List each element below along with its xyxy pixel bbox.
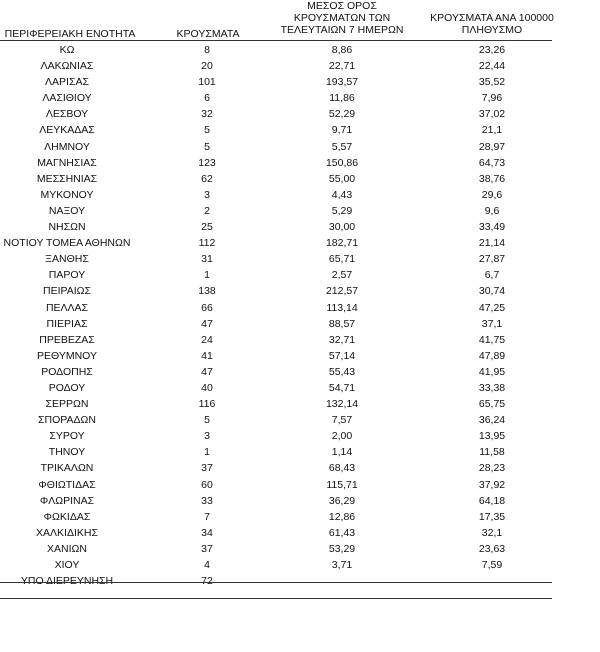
table-row xyxy=(0,525,600,541)
cell-avg-7-days: 212,57 xyxy=(325,285,359,298)
cell-cases: 60 xyxy=(201,478,213,491)
cell-region: ΝΟΤΙΟΥ ΤΟΜΕΑ ΑΘΗΝΩΝ xyxy=(3,237,131,250)
cell-region: ΞΑΝΘΗΣ xyxy=(45,253,89,266)
cell-avg-7-days: 3,71 xyxy=(331,559,353,571)
cell-region: ΡΟΔΟΠΗΣ xyxy=(41,365,93,378)
cell-region: ΦΩΚΙΔΑΣ xyxy=(43,510,91,523)
cell-region: ΧΑΝΙΩΝ xyxy=(47,542,87,555)
cell-per-100k: 21,1 xyxy=(481,124,503,137)
cell-avg-7-days: 5,29 xyxy=(331,204,353,217)
cell-region: ΦΛΩΡΙΝΑΣ xyxy=(39,494,95,507)
table-row xyxy=(0,90,600,106)
cell-cases: 123 xyxy=(198,156,216,169)
cell-avg-7-days: 4,43 xyxy=(331,188,353,201)
cell-per-100k: 17,35 xyxy=(478,510,506,523)
cell-cases: 47 xyxy=(201,365,213,378)
table-row xyxy=(0,412,600,428)
table-row xyxy=(0,42,600,58)
cell-region: ΜΕΣΣΗΝΙΑΣ xyxy=(36,172,98,185)
table-row xyxy=(0,219,600,235)
cell-avg-7-days: 12,86 xyxy=(328,510,356,523)
cell-avg-7-days: 61,43 xyxy=(328,526,356,539)
cell-region: ΛΑΚΩΝΙΑΣ xyxy=(40,60,94,73)
cell-per-100k: 13,95 xyxy=(478,430,506,443)
cell-cases: 5 xyxy=(204,124,210,137)
cell-cases: 24 xyxy=(201,333,213,346)
table-row xyxy=(0,187,600,203)
cell-region: ΛΕΣΒΟΥ xyxy=(45,108,89,121)
cell-cases: 47 xyxy=(201,317,213,330)
cell-avg-7-days: 9,71 xyxy=(331,124,353,137)
cell-per-100k: 28,97 xyxy=(478,140,506,153)
cell-per-100k: 36,24 xyxy=(478,414,506,427)
cell-avg-7-days: 53,29 xyxy=(328,542,356,555)
header-cases-per-100k: ΚΡΟΥΣΜΑΤΑ ΑΝΑ 100000 ΠΛΗΘΥΣΜΟ xyxy=(430,12,554,36)
cell-avg-7-days: 113,14 xyxy=(326,301,358,314)
table-row xyxy=(0,171,600,187)
cell-per-100k: 32,1 xyxy=(481,526,503,539)
cell-region: ΦΘΙΩΤΙΔΑΣ xyxy=(38,478,96,491)
cell-region: ΠΑΡΟΥ xyxy=(48,269,86,282)
cell-region: ΠΕΛΛΑΣ xyxy=(45,301,89,314)
header-rule xyxy=(0,40,552,41)
table-row xyxy=(0,58,600,74)
cell-per-100k: 29,6 xyxy=(481,188,503,201)
table-row xyxy=(0,316,600,332)
cell-region: ΛΗΜΝΟΥ xyxy=(44,140,90,153)
cell-avg-7-days: 5,57 xyxy=(331,140,353,153)
cell-avg-7-days: 193,57 xyxy=(325,76,359,89)
table-row xyxy=(0,493,600,509)
cell-region: ΣΕΡΡΩΝ xyxy=(45,398,89,411)
cell-per-100k: 35,52 xyxy=(478,76,506,89)
cell-region: ΛΑΣΙΘΙΟΥ xyxy=(42,92,92,105)
table-row xyxy=(0,364,600,380)
cell-region: ΡΕΘΥΜΝΟΥ xyxy=(36,349,97,362)
table-row xyxy=(0,106,600,122)
cell-region: ΚΩ xyxy=(59,44,75,56)
cell-region: ΝΑΞΟΥ xyxy=(48,204,86,217)
cell-avg-7-days: 55,00 xyxy=(328,172,356,185)
cell-cases: 34 xyxy=(201,526,213,539)
cell-cases: 20 xyxy=(201,60,213,73)
cell-cases: 112 xyxy=(198,237,216,250)
table-row xyxy=(0,380,600,396)
cell-cases: 3 xyxy=(204,430,210,443)
cell-per-100k: 21,14 xyxy=(478,237,506,250)
cell-avg-7-days: 32,71 xyxy=(328,333,356,346)
cell-per-100k: 6,7 xyxy=(484,269,500,282)
table-row xyxy=(0,396,600,412)
header-avg-7-days: ΜΕΣΟΣ ΟΡΟΣ ΚΡΟΥΣΜΑΤΩΝ ΤΩΝ ΤΕΛΕΥΤΑΙΩΝ 7 ΗΜΕΡΩΝ xyxy=(280,0,404,36)
cell-region: ΛΕΥΚΑΔΑΣ xyxy=(39,124,95,137)
table-row xyxy=(0,477,600,493)
cell-avg-7-days: 182,71 xyxy=(325,237,359,250)
cell-region: ΝΗΣΩΝ xyxy=(48,221,86,234)
table-row xyxy=(0,444,600,460)
cell-region: ΠΙΕΡΙΑΣ xyxy=(46,317,88,330)
cell-per-100k: 47,25 xyxy=(478,301,506,314)
cell-per-100k: 33,38 xyxy=(478,381,506,394)
table-row xyxy=(0,74,600,90)
cell-avg-7-days: 52,29 xyxy=(328,108,356,121)
table-row xyxy=(0,203,600,219)
cell-cases: 32 xyxy=(201,108,213,121)
cell-cases: 41 xyxy=(201,349,213,362)
table-row xyxy=(0,509,600,525)
cell-region: ΛΑΡΙΣΑΣ xyxy=(45,76,89,89)
table-rule-bottom xyxy=(0,598,552,599)
cell-cases: 3 xyxy=(204,188,210,201)
cell-per-100k: 37,1 xyxy=(481,317,503,330)
table-row xyxy=(0,541,600,557)
cell-per-100k: 9,6 xyxy=(484,204,500,217)
cell-per-100k: 11,58 xyxy=(479,446,505,459)
table-row xyxy=(0,300,600,316)
cell-cases: 4 xyxy=(204,559,210,571)
cell-cases: 37 xyxy=(201,542,213,555)
table-row xyxy=(0,155,600,171)
cell-per-100k: 37,02 xyxy=(478,108,506,121)
cell-avg-7-days: 68,43 xyxy=(328,462,356,475)
cell-avg-7-days: 11,86 xyxy=(329,92,355,105)
cell-per-100k: 7,59 xyxy=(481,559,503,571)
table-row xyxy=(0,557,600,573)
cell-cases: 1 xyxy=(204,269,210,282)
cell-per-100k: 7,96 xyxy=(481,92,503,105)
cell-avg-7-days: 22,71 xyxy=(328,60,356,73)
cell-avg-7-days: 65,71 xyxy=(328,253,356,266)
cell-cases: 62 xyxy=(201,172,213,185)
cell-cases: 1 xyxy=(204,446,210,459)
cell-avg-7-days: 2,57 xyxy=(331,269,353,282)
cell-avg-7-days: 36,29 xyxy=(328,494,356,507)
cell-cases: 33 xyxy=(201,494,213,507)
table-row xyxy=(0,235,600,251)
table-row xyxy=(0,283,600,299)
cell-avg-7-days: 54,71 xyxy=(328,381,356,394)
cell-per-100k: 27,87 xyxy=(478,253,506,266)
cell-region: ΜΑΓΝΗΣΙΑΣ xyxy=(37,156,97,169)
cell-per-100k: 37,92 xyxy=(478,478,506,491)
cell-cases: 116 xyxy=(198,398,216,411)
table-row xyxy=(0,251,600,267)
cell-avg-7-days: 30,00 xyxy=(328,221,356,234)
cell-per-100k: 64,73 xyxy=(478,156,506,169)
cell-avg-7-days: 132,14 xyxy=(325,398,359,411)
cell-cases: 25 xyxy=(201,221,213,234)
table-row xyxy=(0,460,600,476)
cell-cases: 101 xyxy=(198,76,216,89)
table-rule-mid xyxy=(0,582,552,583)
cell-per-100k: 28,23 xyxy=(478,462,506,475)
table-row xyxy=(0,332,600,348)
cell-cases: 5 xyxy=(204,414,210,427)
cell-per-100k: 65,75 xyxy=(478,398,506,411)
cell-avg-7-days: 55,43 xyxy=(328,365,356,378)
header-region: ΠΕΡΙΦΕΡΕΙΑΚΗ ΕΝΟΤΗΤΑ xyxy=(4,28,136,40)
cell-avg-7-days: 150,86 xyxy=(325,156,359,169)
cell-avg-7-days: 88,57 xyxy=(328,317,356,330)
cell-cases: 31 xyxy=(201,253,213,266)
cell-cases: 8 xyxy=(204,44,210,56)
cell-per-100k: 33,49 xyxy=(478,221,506,234)
cell-cases: 6 xyxy=(204,92,210,105)
cell-cases: 7 xyxy=(204,510,210,523)
cell-cases: 40 xyxy=(201,381,213,394)
cell-per-100k: 23,63 xyxy=(478,542,506,555)
cell-avg-7-days: 57,14 xyxy=(328,349,356,362)
cell-cases: 37 xyxy=(201,462,213,475)
cell-region: ΧΑΛΚΙΔΙΚΗΣ xyxy=(36,526,98,539)
cell-region: ΡΟΔΟΥ xyxy=(48,381,86,394)
cell-cases: 138 xyxy=(198,285,216,298)
cell-avg-7-days: 115,71 xyxy=(326,478,358,491)
cell-cases: 66 xyxy=(201,301,213,314)
cell-per-100k: 41,75 xyxy=(478,333,506,346)
table-row xyxy=(0,348,600,364)
table-row xyxy=(0,428,600,444)
cell-per-100k: 47,89 xyxy=(478,349,506,362)
cell-region: ΠΡΕΒΕΖΑΣ xyxy=(39,333,95,346)
table-row xyxy=(0,267,600,283)
cell-region: ΣΥΡΟΥ xyxy=(49,430,85,443)
cell-region: ΜΥΚΟΝΟΥ xyxy=(40,188,94,201)
table-row xyxy=(0,122,600,138)
cell-cases: 72 xyxy=(201,575,213,588)
cell-avg-7-days: 2,00 xyxy=(331,430,353,443)
cell-cases: 5 xyxy=(204,140,210,153)
cell-avg-7-days: 1,14 xyxy=(331,446,353,459)
cell-region: ΠΕΙΡΑΙΩΣ xyxy=(43,285,91,298)
cell-region: ΤΡΙΚΑΛΩΝ xyxy=(40,462,94,475)
cell-avg-7-days: 7,57 xyxy=(331,414,353,427)
table-body xyxy=(0,42,600,589)
cell-region: ΧΙΟΥ xyxy=(54,559,80,571)
cell-avg-7-days: 8,86 xyxy=(331,44,353,56)
table-row xyxy=(0,139,600,155)
cell-per-100k: 22,44 xyxy=(478,60,506,73)
cell-per-100k: 30,74 xyxy=(478,285,506,298)
header-cases: ΚΡΟΥΣΜΑΤΑ xyxy=(176,28,240,40)
cell-region: ΣΠΟΡΑΔΩΝ xyxy=(38,414,96,427)
cell-per-100k: 64,18 xyxy=(478,494,506,507)
cell-region: ΥΠΟ ΔΙΕΡΕΥΝΗΣΗ xyxy=(20,575,114,588)
cell-per-100k: 41,95 xyxy=(478,365,506,378)
cell-per-100k: 23,26 xyxy=(478,44,506,56)
cell-cases: 2 xyxy=(204,204,210,217)
cell-region: ΤΗΝΟΥ xyxy=(48,446,86,459)
cell-per-100k: 38,76 xyxy=(478,172,506,185)
